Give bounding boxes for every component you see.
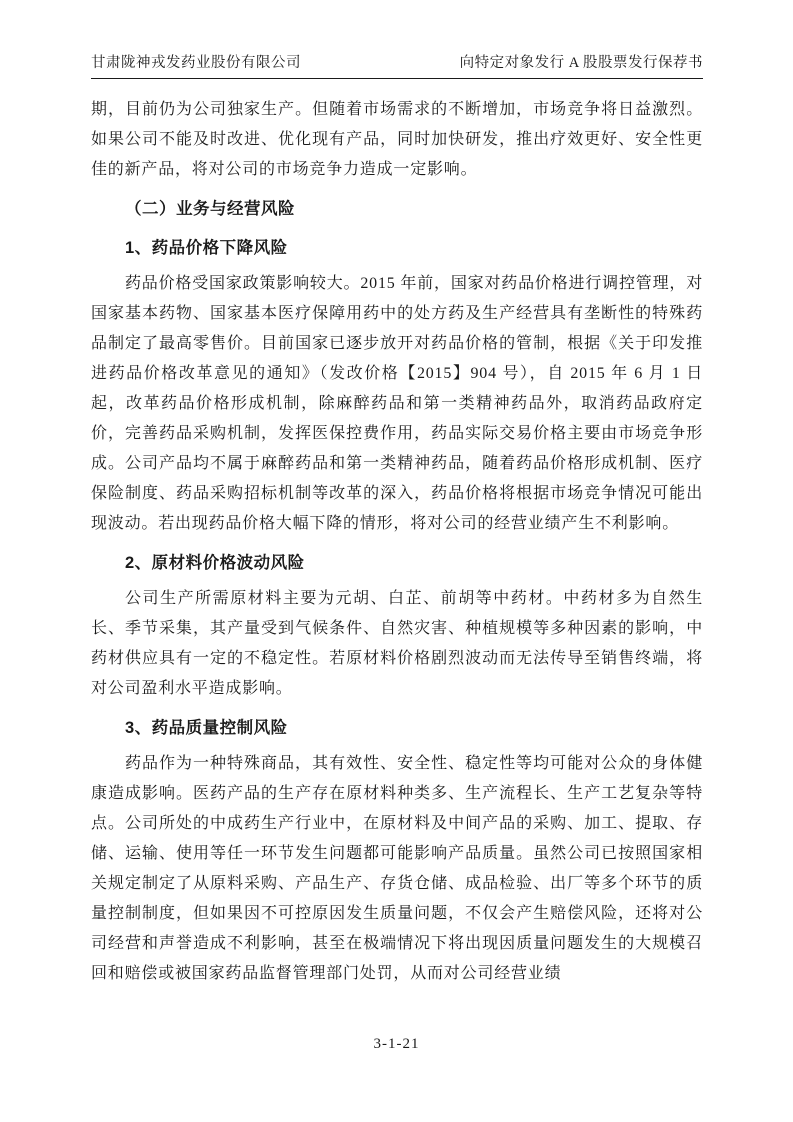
document-body bbox=[91, 95, 703, 989]
subheading-raw-material-price-risk: 2、原材料价格波动风险 bbox=[125, 554, 305, 572]
section-heading-business-operation-risk: （二）业务与经营风险 bbox=[125, 200, 295, 218]
page-footer bbox=[0, 1033, 793, 1055]
subheading-drug-price-decline-risk: 1、药品价格下降风险 bbox=[125, 239, 288, 257]
page-number: 3-1-21 bbox=[373, 1036, 420, 1052]
page-header bbox=[91, 52, 703, 79]
header-company-name: 甘肃陇神戎发药业股份有限公司 bbox=[91, 55, 301, 71]
subheading-drug-quality-control-risk: 3、药品质量控制风险 bbox=[125, 719, 288, 737]
paragraph-drug-price-risk: 药品价格受国家政策影响较大。2015 年前，国家对药品价格进行调控管理，对国家基本药物、国家基本医疗保障用药中的处方药及生产经营具有垄断性的特殊药品制定了最高零售价。目前国家已逐步放开对药品价格的管制，根据《关于印发推进药品价格改革意见的通知》（发改价格【2015】904 号），自 2015 年 6 月 1 日起，改革药品价格形成机制，除麻醉药品和第一类精神药品外，取消药品政府定价，完善药品采购机制，发挥医保控费作用，药品实际交易价格主要由市场竞争形成。公司产品均不属于麻醉药品和第一类精神药品，随着药品价格形成机制、医疗保险制度、药品采购招标机制等改革的深入，药品价格将根据市场竞争情况可能出现波动。若出现药品价格大幅下降的情形，将对公司的经营业绩产生不利影响。 bbox=[91, 275, 703, 532]
paragraph-raw-material-risk: 公司生产所需原材料主要为元胡、白芷、前胡等中药材。中药材多为自然生长、季节采集，其产量受到气候条件、自然灾害、种植规模等多种因素的影响，中药材供应具有一定的不稳定性。若原材料价格剧烈波动而无法传导至销售终端，将对公司盈利水平造成影响。 bbox=[91, 590, 703, 697]
paragraph-product-competition: 期，目前仍为公司独家生产。但随着市场需求的不断增加，市场竞争将日益激烈。如果公司不能及时改进、优化现有产品，同时加快研发，推出疗效更好、安全性更佳的新产品，将对公司的市场竞争力造成一定影响。 bbox=[91, 101, 703, 178]
header-document-title: 向特定对象发行 A 股股票发行保荐书 bbox=[459, 55, 703, 71]
paragraph-drug-quality-risk: 药品作为一种特殊商品，其有效性、安全性、稳定性等均可能对公众的身体健康造成影响。医药产品的生产存在原材料种类多、生产流程长、生产工艺复杂等特点。公司所处的中成药生产行业中，在原材料及中间产品的采购、加工、提取、存储、运输、使用等任一环节发生问题都可能影响产品质量。虽然公司已按照国家相关规定制定了从原料采购、产品生产、存货仓储、成品检验、出厂等多个环节的质量控制制度，但如果因不可控原因发生质量问题，不仅会产生赔偿风险，还将对公司经营和声誉造成不利影响，甚至在极端情况下将出现因质量问题发生的大规模召回和赔偿或被国家药品监督管理部门处罚，从而对公司经营业绩 bbox=[91, 755, 703, 982]
